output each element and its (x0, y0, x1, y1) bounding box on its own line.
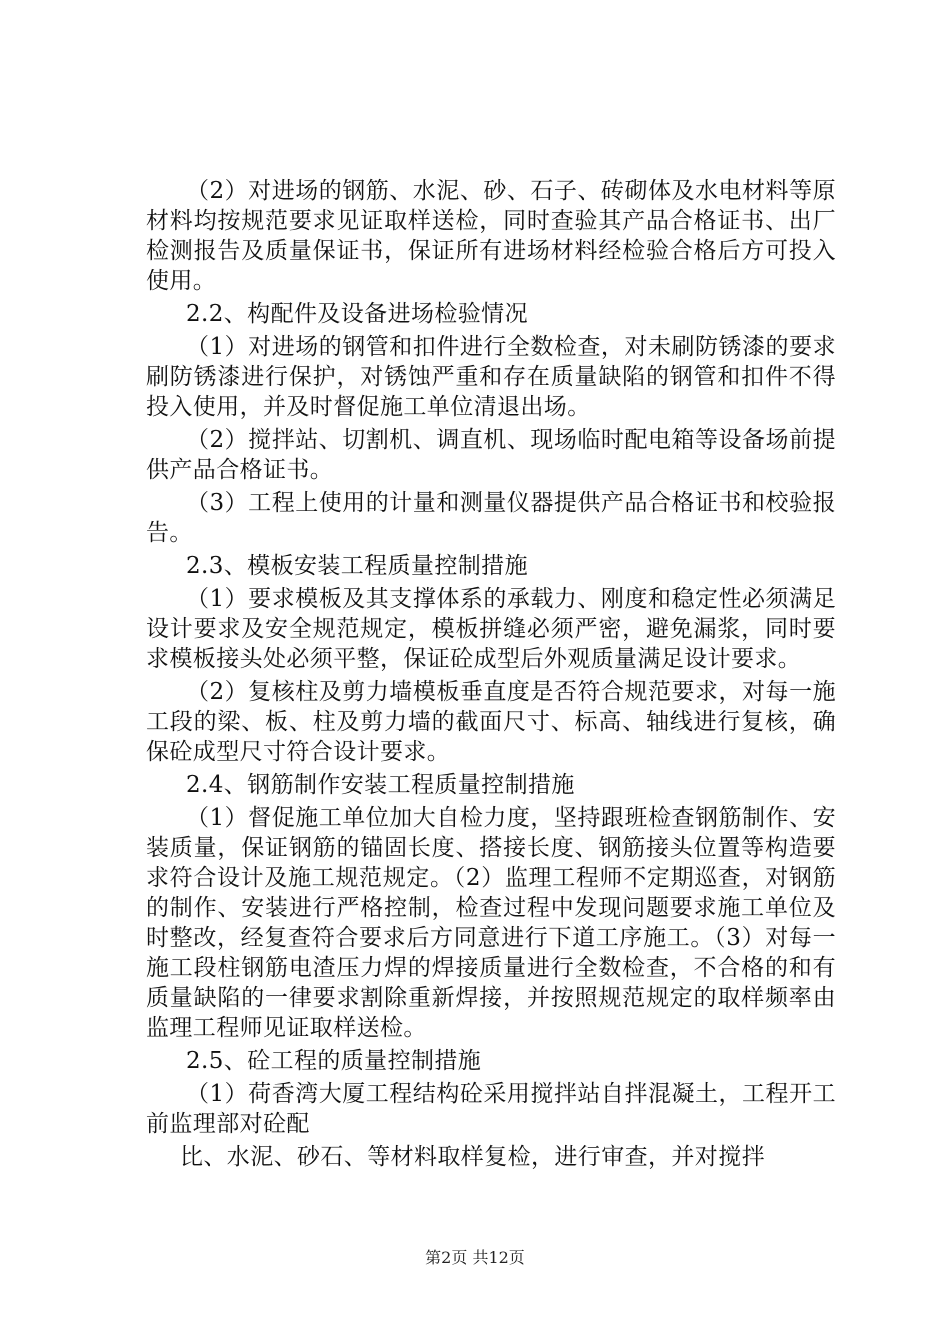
paragraph-measuring-instruments: （3）工程上使用的计量和测量仪器提供产品合格证书和校验报告。 (146, 490, 836, 546)
page-footer: 第2页 共12页 (425, 1248, 525, 1267)
section-heading-2-2: 2.2、构配件及设备进场检验情况 (186, 301, 528, 327)
paragraph-steel-pipe-check: （1）对进场的钢管和扣件进行全数检查，对未刷防锈漆的要求刷防锈漆进行保护，对锈蚀严重和存在质量缺陷的钢管和扣件不得投入使用，并及时督促施工单位清退出场。 (146, 334, 836, 420)
paragraph-materials-inspection: （2）对进场的钢筋、水泥、砂、石子、砖砌体及水电材料等原材料均按规范要求见证取样送检，同时查验其产品合格证书、出厂检测报告及质量保证书，保证所有进场材料经检验合格后方可投入使用。 (146, 178, 836, 294)
section-heading-2-5: 2.5、砼工程的质量控制措施 (186, 1048, 482, 1074)
paragraph-rebar-control: （1）督促施工单位加大自检力度，坚持跟班检查钢筋制作、安装质量，保证钢筋的锚固长度、搭接长度、钢筋接头位置等构造要求符合设计及施工规范规定。（2）监理工程师不定期巡查，对钢筋的制作、安装进行严格控制，检查过程中发现问题要求施工单位及时整改，经复查符合要求后方同意进行下道工序施工。（3）对每一施工段柱钢筋电渣压力焊的焊接质量进行全数检查，不合格的和有质量缺陷的一律要求割除重新焊接，并按照规范规定的取样频率由监理工程师见证取样送检。 (146, 805, 836, 1041)
paragraph-formwork-requirements: （1）要求模板及其支撑体系的承载力、刚度和稳定性必须满足设计要求及安全规范规定，模板拼缝必须严密，避免漏浆，同时要求模板接头处必须平整，保证砼成型后外观质量满足设计要求。 (146, 586, 836, 672)
section-heading-2-3: 2.3、模板安装工程质量控制措施 (186, 553, 528, 579)
paragraph-concrete-mix-continued: 比、水泥、砂石、等材料取样复检，进行审查，并对搅拌 (180, 1144, 765, 1170)
section-heading-2-4: 2.4、钢筋制作安装工程质量控制措施 (186, 772, 575, 798)
paragraph-concrete-mix: （1）荷香湾大厦工程结构砼采用搅拌站自拌混凝土，工程开工前监理部对砼配 (146, 1081, 836, 1137)
paragraph-equipment-certificates: （2）搅拌站、切割机、调直机、现场临时配电箱等设备场前提供产品合格证书。 (146, 427, 836, 483)
document-body (146, 176, 836, 1175)
paragraph-formwork-verification: （2）复核柱及剪力墙模板垂直度是否符合规范要求，对每一施工段的梁、板、柱及剪力墙的截面尺寸、标高、轴线进行复核，确保砼成型尺寸符合设计要求。 (146, 679, 836, 765)
